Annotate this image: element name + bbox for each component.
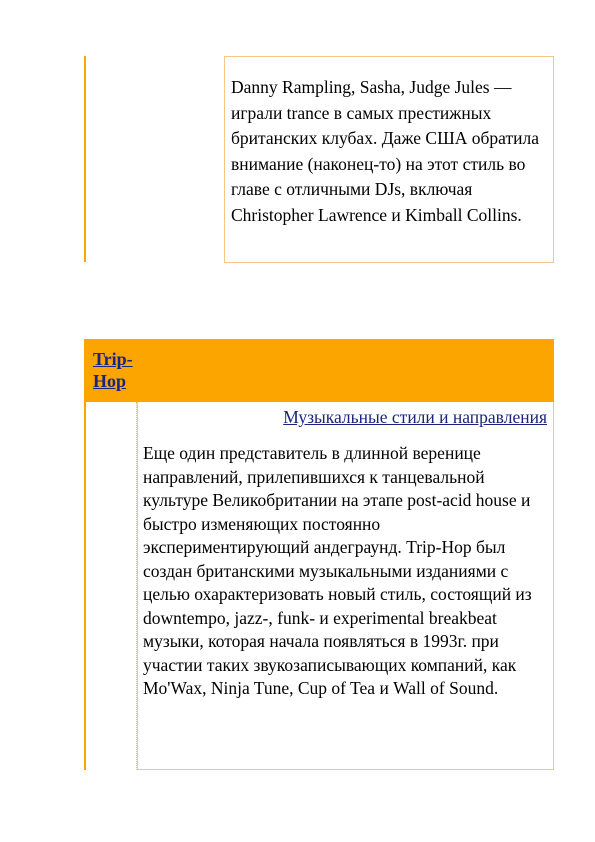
trance-text-box bbox=[224, 56, 554, 263]
trip-hop-paragraph: Еще один представитель в длинной веренице направлений, прилепившихся к танцевальной культуре Великобритании на этапе post-acid house и быстро изменяющих постоянно экспериментирующий андеграунд. Trip-Hop был создан британскими музыкальными изданиями с целью охарактеризовать новый стиль, состоящий из downtempo, jazz-, funk- и experimental breakbeat музыки, которая начала появляться в 1993г. при участии таких звукозаписывающих компаний, как Mo'Wax, Ninja Tune, Cup of Tea и Wall of Sound. bbox=[143, 443, 532, 698]
category-link[interactable]: Музыкальные стили и направления bbox=[283, 407, 547, 427]
trance-paragraph: Danny Rampling, Sasha, Judge Jules — играли trance в самых престижных британских клубах. Даже США обратила внимание (наконец-то) на этот стиль во главе с отличными DJs, включая Christopher Lawrence и Kimball Collins. bbox=[231, 77, 539, 225]
left-rule-top bbox=[84, 56, 86, 262]
trip-hop-content-box bbox=[137, 402, 554, 770]
section-header-banner bbox=[84, 339, 554, 402]
left-dotted-column bbox=[84, 402, 137, 770]
section-title-link[interactable]: Trip-Hop bbox=[93, 349, 133, 391]
